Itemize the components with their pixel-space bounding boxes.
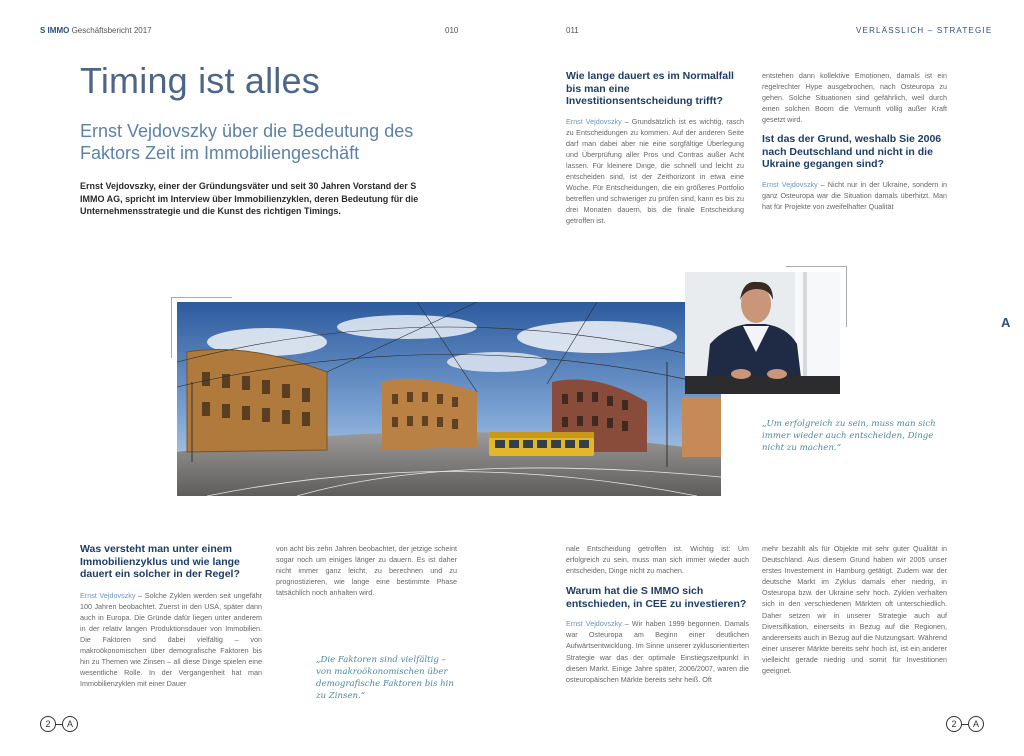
lead-paragraph: Ernst Vejdovszky, einer der Gründungsväter und seit 30 Jahren Vorstand der S IMMO AG, spricht im Interview über Immobilienzyklen, deren Bedeutung für die Unternehmensstrategie und die Kunst des richtigen Timings. — [80, 181, 419, 216]
continued-text: mehr bezahlt als für Objekte mit sehr guter Qualität in Deutschland. Aus diesem Grund haben wir 2005 unser erstes Investement in Hamburg getätigt. Zudem war der deutsche Markt im Zyklus damals eher niedrig, in Osteuropa bzw. der Ukraine sehr hoch. Zyklen verhalten sich in den verschiedenen Märkten oft unterschiedlich. Daher setzen wir in unserer Strategie auch auf Diversifikation, einerseits in Bezug auf die Regionen, andererseits auch in Bezug auf die Nutzungsart. Während einer unserer Märkte bereits sehr hoch ist, ist ein anderer vielleicht gerade niedrig und somit für Investitionen geeignet. — [762, 544, 947, 676]
header-brand — [40, 26, 152, 35]
page-title: Timing ist alles — [80, 60, 320, 101]
continued-text: von acht bis zehn Jahren beobachtet, der jetzige scheint sogar noch um einiges länger zu dauern. Es ist daher nicht immer ganz leicht, zu berechnen und zu prognostizieren, wie lange eine bestimmte Phase tatsächlich noch anhalten wird. — [276, 544, 457, 598]
answer-text — [80, 590, 262, 690]
speaker-name: Ernst Vejdovszky — [566, 619, 622, 629]
pull-quote: „Die Faktoren sind vielfältig – von makroökonomischen über demografische Faktoren bis hin zu Zinsen.“ — [316, 655, 454, 701]
panorama-photo — [177, 302, 721, 496]
column-2-bottom — [276, 543, 457, 598]
column-3-bottom — [566, 543, 749, 703]
page-number-left: 010 — [445, 26, 459, 35]
answer-body: – Wir haben 1999 begonnen. Damals war Osteuropa am Beginn einer deutlichen Aufwärtsentwicklung. Im Sinne unserer zyklusorientierten Strategie war das der optimale Einstiegszeitpunkt in diesen Markt. Einige Jahre später, 2006/2007, waren die osteuropäischen Märkte bereits sehr heiß. Oft — [566, 619, 749, 684]
footer-number: 2 — [946, 716, 962, 732]
answer-text — [566, 618, 749, 685]
question-heading: Wie lange dauert es im Normalfall bis man eine Investitionsentscheidung trifft? — [566, 70, 734, 107]
footer-right-marker — [946, 716, 984, 732]
speaker-name: Ernst Vejdovszky — [80, 590, 136, 600]
answer-text — [762, 179, 947, 212]
answer-body: – Nicht nur in der Ukraine, sondern in ganz Osteuropa war die Situation damals überhitzt. Man hat für Projekte von zweifelhafter Qualität — [762, 179, 947, 212]
answer-body: – Solche Zyklen werden seit ungefähr 100 Jahren beobachtet. Zuerst in den USA, später dann auch in Europa. Die Gründe dafür liegen unter anderem in der relativ langen Produktionsdauer von Immobilien. Die Faktoren sind dabei vielfältig – von makroökonomischen über demografische Faktoren bis hin zu Themen wie Zinsen – all diese Dinge spielen eine wesentliche Rolle. In der Vergangenheit hat man Immobilienzyklen mit einer Dauer — [80, 590, 262, 689]
page-subtitle: Ernst Vejdovszky über die Bedeutung des Faktors Zeit im Immobiliengeschäft — [80, 121, 414, 163]
column-1-bottom — [80, 543, 262, 703]
answer-body: – Grundsätzlich ist es wichtig, rasch zu Entscheidungen zu kommen. Auf der anderen Seite darf man dabei aber nie eine sorgfältige Überlegung und Überprüfung aller Pros und Contras außer Acht lassen. Für kleinere Dinge, die schnell und leicht zu entscheiden sind, ist der Zeithorizont in etwa eine Woche. Für Entscheidungen, die ein größeres Portfolio betreffen und schwieriger zu prüfen sind, kann es bis zu drei Monaten dauern, bis die finale Entscheidung getroffen ist. — [566, 116, 744, 226]
question-heading: Was versteht man unter einem Immobilienzyklus und wie lange dauert ein solcher in der Regel? — [80, 543, 240, 580]
page-number-right: 011 — [566, 26, 579, 35]
question-heading: Ist das der Grund, weshalb Sie 2006 nach Deutschland und nicht in die Ukraine gegangen sind? — [762, 133, 942, 171]
answer-text — [566, 116, 744, 227]
pull-quote: „Um erfolgreich zu sein, muss man sich immer wieder auch entscheiden, Dinge nicht zu machen.“ — [762, 419, 936, 453]
speaker-name: Ernst Vejdovszky — [566, 116, 622, 126]
footer-letter: A — [968, 716, 984, 732]
continued-text: entstehen dann kollektive Emotionen, damals ist ein regelrechter Hype ausgebrochen, nach Osteuropa zu gehen. Solche Situationen sind gefährlich, weil durch einen solchen Boom die Vernunft völlig außer Kraft gesetzt wird. — [762, 71, 947, 125]
footer-number: 2 — [40, 716, 56, 732]
portrait-photo — [685, 272, 840, 394]
section-label: VERLÄSSLICH – STRATEGIE — [856, 26, 993, 35]
question-heading: Warum hat die S IMMO sich entschieden, in CEE zu investieren? — [566, 585, 747, 610]
footer-letter: A — [62, 716, 78, 732]
brand-name: S IMMO — [40, 26, 70, 35]
report-name: Geschäftsbericht 2017 — [71, 26, 152, 35]
speaker-name: Ernst Vejdovszky — [762, 179, 818, 189]
column-4-top — [762, 70, 947, 228]
footer-left-marker — [40, 716, 78, 732]
chapter-letter: A — [1001, 315, 1011, 330]
column-4-bottom — [762, 543, 947, 676]
continued-text: nale Entscheidung getroffen ist. Wichtig ist: Um erfolgreich zu sein, muss man sich immer wieder auch entscheiden, Dinge nicht zu machen. — [566, 544, 749, 576]
column-3-top — [566, 70, 744, 226]
